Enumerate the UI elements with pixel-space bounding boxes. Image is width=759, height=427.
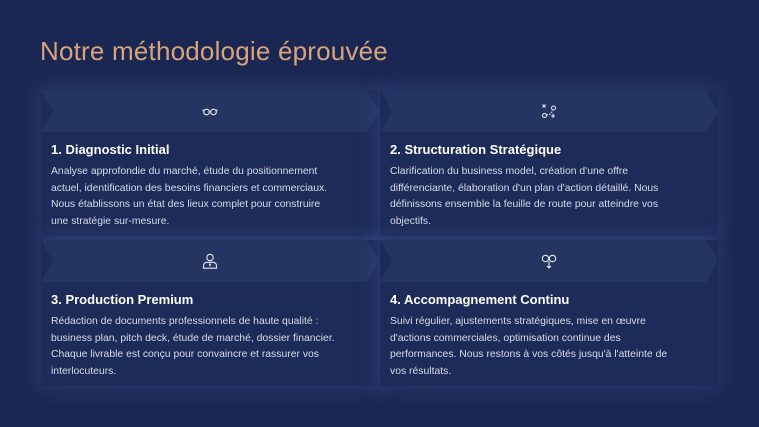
step-chevron: [380, 240, 718, 282]
user-tie-icon: [202, 253, 218, 269]
step-description: Suivi régulier, ajustements stratégiques, mise en œuvre d'actions commerciales, optimisation continue des performances. Nous restons à vos côtés jusqu'à l'atteinte de vos résultats.: [390, 316, 668, 377]
step-card-production: [41, 240, 379, 386]
step-chevron: [41, 90, 379, 132]
slide-title: Notre méthodologie éprouvée: [40, 36, 388, 66]
step-description: Rédaction de documents professionnels de haute qualité : business plan, pitch deck, étude de marché, dossier financier. Chaque livrable est conçu pour convaincre et rassurer vos interlocuteurs.: [51, 316, 335, 377]
step-title: 3. Production Premium: [51, 292, 194, 307]
step-chevron: [41, 240, 379, 282]
step-card-diagnostic: [41, 90, 379, 236]
step-title: 2. Structuration Stratégique: [390, 142, 562, 157]
glasses-icon: [202, 103, 218, 119]
step-card-accompagnement: [380, 240, 718, 386]
step-title: 4. Accompagnement Continu: [390, 292, 570, 307]
step-chevron: [380, 90, 718, 132]
step-description: Analyse approfondie du marché, étude du positionnement actuel, identification des besoins financiers et commerciaux. Nous établissons un état des lieux complet pour construire une stratégie sur-mesure.: [51, 166, 328, 227]
step-description: Clarification du business model, création d'une offre différenciante, élaboration d'un plan d'action détaillé. Nous définissons ensemble la feuille de route pour atteindre vos objectifs.: [390, 166, 659, 227]
handshake-icon: [541, 253, 557, 269]
step-title: 1. Diagnostic Initial: [51, 142, 170, 157]
step-card-structuration: [380, 90, 718, 236]
strategy-icon: [541, 103, 557, 119]
